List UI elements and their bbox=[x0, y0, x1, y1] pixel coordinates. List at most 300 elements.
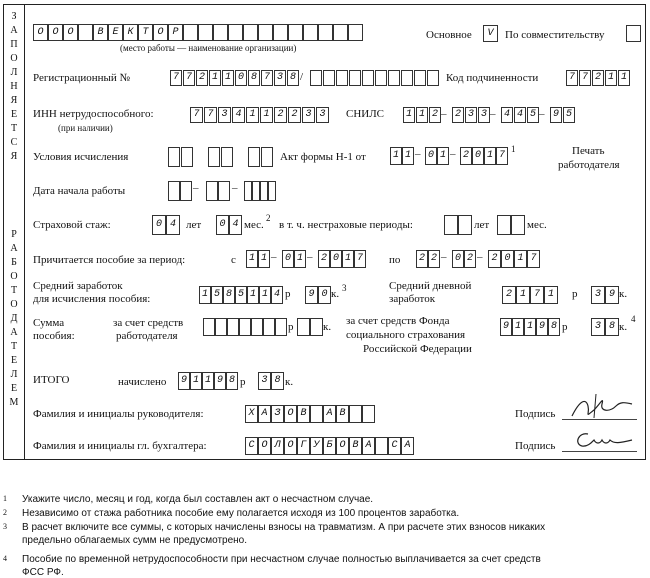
char-cell[interactable] bbox=[297, 318, 310, 336]
char-cell[interactable]: 2 bbox=[592, 70, 604, 86]
period-to-month[interactable] bbox=[452, 250, 476, 268]
total-kop[interactable] bbox=[258, 372, 284, 390]
char-cell[interactable] bbox=[511, 215, 525, 235]
char-cell[interactable] bbox=[310, 318, 323, 336]
date-dash: – bbox=[477, 251, 483, 263]
char-cell[interactable]: 1 bbox=[259, 286, 271, 304]
char-cell[interactable]: О bbox=[284, 437, 297, 455]
char-cell[interactable]: 1 bbox=[199, 286, 211, 304]
period-from-day[interactable] bbox=[246, 250, 270, 268]
char-cell[interactable]: 2 bbox=[464, 250, 476, 268]
sum-label-1: Сумма bbox=[33, 317, 65, 329]
char-cell[interactable]: 1 bbox=[246, 107, 259, 123]
char-cell[interactable] bbox=[268, 181, 276, 201]
char-cell[interactable] bbox=[243, 24, 258, 41]
char-cell[interactable]: С bbox=[388, 437, 401, 455]
char-cell[interactable]: 1 bbox=[544, 286, 558, 304]
act-footnote-mark: 1 bbox=[511, 144, 516, 154]
char-cell[interactable]: 1 bbox=[247, 286, 259, 304]
char-cell[interactable]: 1 bbox=[209, 70, 221, 86]
char-cell[interactable]: В bbox=[336, 405, 349, 423]
daily-rub-label: р bbox=[572, 288, 578, 300]
char-cell[interactable] bbox=[497, 215, 511, 235]
char-cell[interactable]: 0 bbox=[330, 250, 342, 268]
char-cell[interactable] bbox=[401, 70, 413, 86]
char-cell[interactable] bbox=[203, 318, 215, 336]
char-cell[interactable]: Г bbox=[297, 437, 310, 455]
char-cell[interactable] bbox=[181, 147, 193, 167]
char-cell[interactable]: 9 bbox=[550, 107, 562, 123]
char-cell[interactable] bbox=[251, 318, 263, 336]
start-year[interactable] bbox=[244, 181, 276, 201]
char-cell[interactable] bbox=[258, 24, 273, 41]
char-cell[interactable]: 0 bbox=[282, 250, 294, 268]
side-letter: Е bbox=[10, 109, 18, 120]
char-cell[interactable] bbox=[273, 24, 288, 41]
char-cell[interactable]: 1 bbox=[294, 250, 306, 268]
accrued-label: начислено bbox=[118, 376, 167, 388]
reg-number-label: Регистрационный № bbox=[33, 72, 131, 84]
snils-dash: – bbox=[539, 108, 545, 120]
char-cell[interactable] bbox=[336, 70, 348, 86]
char-cell[interactable]: 7 bbox=[530, 286, 544, 304]
char-cell[interactable] bbox=[215, 318, 227, 336]
char-cell[interactable]: 3 bbox=[302, 107, 315, 123]
char-cell[interactable]: 1 bbox=[402, 147, 414, 165]
char-cell[interactable]: 2 bbox=[196, 70, 208, 86]
char-cell[interactable] bbox=[362, 70, 374, 86]
char-cell[interactable]: Л bbox=[271, 437, 284, 455]
employer-kop[interactable] bbox=[297, 318, 323, 336]
char-cell[interactable]: 2 bbox=[416, 250, 428, 268]
char-cell[interactable]: 7 bbox=[579, 70, 591, 86]
stazh-years-label: лет bbox=[186, 219, 202, 231]
char-cell[interactable] bbox=[375, 70, 387, 86]
condition-code-3[interactable] bbox=[248, 147, 274, 167]
side-letter: Я bbox=[10, 95, 18, 106]
char-cell[interactable]: Е bbox=[108, 24, 123, 41]
char-cell[interactable] bbox=[198, 24, 213, 41]
char-cell[interactable]: 8 bbox=[226, 372, 238, 390]
char-cell[interactable]: 3 bbox=[478, 107, 490, 123]
nonins-years-label: лет bbox=[474, 219, 490, 231]
stamp-label-1: Печать bbox=[572, 145, 605, 157]
char-cell[interactable]: 3 bbox=[316, 107, 329, 123]
char-cell[interactable]: 9 bbox=[305, 286, 318, 304]
snils-group-1[interactable] bbox=[403, 107, 442, 123]
char-cell[interactable]: 2 bbox=[288, 107, 301, 123]
fund-kop[interactable] bbox=[591, 318, 619, 336]
char-cell[interactable]: 3 bbox=[465, 107, 477, 123]
char-cell[interactable]: 1 bbox=[416, 107, 428, 123]
date-dash: – bbox=[450, 148, 456, 160]
char-cell[interactable]: В bbox=[93, 24, 108, 41]
char-cell[interactable]: 2 bbox=[428, 250, 440, 268]
avg-kop-label: к. bbox=[331, 288, 340, 300]
char-cell[interactable] bbox=[218, 181, 230, 201]
date-dash: – bbox=[415, 148, 421, 160]
char-cell[interactable]: 1 bbox=[246, 250, 258, 268]
reg-slash: / bbox=[300, 71, 304, 83]
char-cell[interactable]: О bbox=[48, 24, 63, 41]
char-cell[interactable]: О bbox=[284, 405, 297, 423]
fund-label-3: Российской Федерации bbox=[363, 343, 472, 355]
char-cell[interactable]: 0 bbox=[452, 250, 464, 268]
total-label: ИТОГО bbox=[33, 374, 70, 386]
char-cell[interactable] bbox=[333, 24, 348, 41]
footnote-text: Независимо от стажа работника пособие ему полагается исходя из 100 процентов заработка. bbox=[22, 508, 460, 519]
char-cell[interactable] bbox=[414, 70, 426, 86]
char-cell[interactable]: 9 bbox=[500, 318, 512, 336]
snils-group-2[interactable] bbox=[452, 107, 491, 123]
char-cell[interactable]: 1 bbox=[390, 147, 402, 165]
side-letter: Б bbox=[11, 257, 17, 268]
side-letter: А bbox=[10, 25, 18, 36]
char-cell[interactable]: В bbox=[297, 405, 310, 423]
char-cell[interactable]: 7 bbox=[496, 147, 508, 165]
employer-rub[interactable] bbox=[203, 318, 287, 336]
char-cell[interactable]: А bbox=[258, 405, 271, 423]
char-cell[interactable]: 7 bbox=[204, 107, 217, 123]
char-cell[interactable] bbox=[323, 70, 335, 86]
char-cell[interactable] bbox=[206, 181, 218, 201]
nonins-years[interactable] bbox=[444, 215, 472, 235]
start-month[interactable] bbox=[206, 181, 230, 201]
char-cell[interactable] bbox=[444, 215, 458, 235]
char-cell[interactable]: Х bbox=[245, 405, 258, 423]
side-letter: А bbox=[10, 327, 18, 338]
char-cell[interactable] bbox=[261, 147, 273, 167]
char-cell[interactable]: 0 bbox=[235, 70, 247, 86]
char-cell[interactable]: 1 bbox=[403, 107, 415, 123]
side-letter: Р bbox=[11, 229, 17, 240]
char-cell[interactable]: 3 bbox=[274, 70, 286, 86]
char-cell[interactable]: 1 bbox=[512, 318, 524, 336]
char-cell[interactable]: 9 bbox=[178, 372, 190, 390]
side-letter: Д bbox=[10, 313, 18, 324]
char-cell[interactable]: 2 bbox=[460, 147, 472, 165]
char-cell[interactable]: Т bbox=[138, 24, 153, 41]
sub-code-cells[interactable] bbox=[566, 70, 631, 86]
char-cell[interactable]: 4 bbox=[514, 107, 526, 123]
char-cell[interactable] bbox=[288, 24, 303, 41]
char-cell[interactable]: 7 bbox=[261, 70, 273, 86]
fund-label-1: за счет средств Фонда bbox=[346, 315, 450, 327]
stazh-months[interactable] bbox=[216, 215, 242, 235]
period-from-label: с bbox=[231, 254, 236, 266]
char-cell[interactable]: 1 bbox=[260, 107, 273, 123]
char-cell[interactable]: 0 bbox=[425, 147, 437, 165]
side-letter: З bbox=[11, 11, 17, 22]
char-cell[interactable] bbox=[362, 405, 375, 423]
char-cell[interactable] bbox=[252, 181, 260, 201]
char-cell[interactable]: 2 bbox=[318, 250, 330, 268]
stazh-months-label: мес. bbox=[244, 219, 264, 231]
char-cell[interactable]: 2 bbox=[452, 107, 464, 123]
char-cell[interactable]: 4 bbox=[229, 215, 242, 235]
char-cell[interactable]: 1 bbox=[222, 70, 234, 86]
period-from-month[interactable] bbox=[282, 250, 306, 268]
char-cell[interactable] bbox=[244, 181, 252, 201]
char-cell[interactable] bbox=[349, 405, 362, 423]
char-cell[interactable]: 0 bbox=[501, 250, 514, 268]
char-cell[interactable]: 8 bbox=[605, 318, 619, 336]
char-cell[interactable]: 4 bbox=[166, 215, 180, 235]
char-cell[interactable] bbox=[208, 147, 220, 167]
char-cell[interactable]: 0 bbox=[152, 215, 166, 235]
char-cell[interactable] bbox=[180, 181, 192, 201]
accountant-name-cells[interactable] bbox=[245, 437, 414, 455]
char-cell[interactable] bbox=[310, 70, 322, 86]
org-caption: (место работы — наименование организации) bbox=[120, 43, 297, 53]
char-cell[interactable]: 0 bbox=[216, 215, 229, 235]
char-cell[interactable] bbox=[427, 70, 439, 86]
char-cell[interactable]: О bbox=[258, 437, 271, 455]
side-letter: Т bbox=[10, 123, 18, 134]
act-month[interactable] bbox=[425, 147, 449, 165]
char-cell[interactable]: 0 bbox=[472, 147, 484, 165]
employer-label-2: работодателя bbox=[116, 330, 178, 342]
char-cell[interactable]: 1 bbox=[514, 250, 527, 268]
main-job-checkbox[interactable] bbox=[483, 25, 499, 42]
period-label: Причитается пособие за период: bbox=[33, 254, 186, 266]
sub-code-label: Код подчиненности bbox=[446, 72, 539, 84]
char-cell[interactable] bbox=[263, 318, 275, 336]
employer-kop-label: к. bbox=[323, 321, 332, 333]
char-cell[interactable]: 4 bbox=[232, 107, 245, 123]
footnote-number: 2 bbox=[3, 508, 7, 517]
char-cell[interactable]: 1 bbox=[618, 70, 630, 86]
char-cell[interactable] bbox=[248, 147, 260, 167]
period-from-year[interactable] bbox=[318, 250, 366, 268]
char-cell[interactable]: 7 bbox=[527, 250, 540, 268]
char-cell[interactable]: 1 bbox=[484, 147, 496, 165]
char-cell[interactable]: А bbox=[362, 437, 375, 455]
char-cell[interactable]: 8 bbox=[287, 70, 299, 86]
char-cell[interactable]: 4 bbox=[271, 286, 283, 304]
char-cell[interactable]: 8 bbox=[548, 318, 560, 336]
char-cell[interactable] bbox=[168, 181, 180, 201]
head-signature bbox=[566, 392, 638, 422]
char-cell[interactable]: В bbox=[349, 437, 362, 455]
char-cell[interactable]: 5 bbox=[211, 286, 223, 304]
stamp-label-2: работодателя bbox=[558, 159, 620, 171]
footnote-number: 1 bbox=[3, 494, 7, 503]
char-cell[interactable]: 9 bbox=[214, 372, 226, 390]
daily-label-2: заработок bbox=[389, 293, 436, 305]
footnote-number: 4 bbox=[3, 554, 7, 563]
char-cell[interactable] bbox=[260, 181, 268, 201]
side-letter: Е bbox=[10, 355, 18, 366]
head-sign-label: Подпись bbox=[515, 408, 556, 420]
char-cell[interactable] bbox=[221, 147, 233, 167]
footnote-text: Укажите число, месяц и год, когда был составлен акт о несчастном случае. bbox=[22, 494, 374, 505]
char-cell[interactable]: 5 bbox=[527, 107, 539, 123]
char-cell[interactable] bbox=[303, 24, 318, 41]
char-cell[interactable] bbox=[228, 24, 243, 41]
char-cell[interactable]: 8 bbox=[271, 372, 284, 390]
char-cell[interactable]: 5 bbox=[563, 107, 575, 123]
footnote-number: 3 bbox=[3, 522, 7, 531]
avg-footnote-mark: 3 bbox=[342, 283, 347, 293]
char-cell[interactable] bbox=[78, 24, 93, 41]
char-cell[interactable]: 1 bbox=[516, 286, 530, 304]
char-cell[interactable]: 1 bbox=[342, 250, 354, 268]
avg-rub-label: р bbox=[285, 288, 291, 300]
inn-cells[interactable] bbox=[190, 107, 330, 123]
fund-rub[interactable] bbox=[500, 318, 560, 336]
snils-group-4[interactable] bbox=[550, 107, 576, 123]
act-year[interactable] bbox=[460, 147, 508, 165]
side-letter: О bbox=[10, 53, 18, 64]
side-letter: О bbox=[10, 299, 18, 310]
char-cell[interactable]: А bbox=[323, 405, 336, 423]
char-cell[interactable]: О bbox=[33, 24, 48, 41]
char-cell[interactable]: С bbox=[245, 437, 258, 455]
head-name-cells[interactable] bbox=[245, 405, 375, 423]
char-cell[interactable]: О bbox=[153, 24, 168, 41]
char-cell[interactable]: 5 bbox=[235, 286, 247, 304]
char-cell[interactable]: 2 bbox=[488, 250, 501, 268]
snils-group-3[interactable] bbox=[501, 107, 540, 123]
side-letter: Л bbox=[10, 369, 18, 380]
date-dash: – bbox=[193, 182, 199, 194]
footnote-text: предельно облагаемых сумм не предусмотрено. bbox=[22, 535, 248, 546]
char-cell[interactable]: 7 bbox=[190, 107, 203, 123]
avg-kop[interactable] bbox=[305, 286, 331, 304]
char-cell[interactable] bbox=[275, 318, 287, 336]
daily-kop[interactable] bbox=[591, 286, 619, 304]
total-kop-label: к. bbox=[285, 376, 294, 388]
act-day[interactable] bbox=[390, 147, 414, 165]
char-cell[interactable]: О bbox=[336, 437, 349, 455]
char-cell[interactable] bbox=[213, 24, 228, 41]
side-letter: Т bbox=[10, 285, 18, 296]
char-cell[interactable]: 9 bbox=[536, 318, 548, 336]
char-cell[interactable]: Б bbox=[323, 437, 336, 455]
stazh-footnote-mark: 2 bbox=[266, 213, 271, 223]
side-letter: Т bbox=[10, 341, 18, 352]
snils-dash: – bbox=[441, 108, 447, 120]
char-cell[interactable] bbox=[349, 70, 361, 86]
part-time-checkbox[interactable] bbox=[626, 25, 642, 42]
char-cell[interactable]: 1 bbox=[190, 372, 202, 390]
fund-footnote-mark: 4 bbox=[631, 314, 636, 324]
char-cell[interactable]: 7 bbox=[354, 250, 366, 268]
inn-note: (при наличии) bbox=[58, 123, 113, 133]
condition-code-1[interactable] bbox=[168, 147, 194, 167]
avg-rub[interactable] bbox=[199, 286, 283, 304]
org-name-cells[interactable] bbox=[33, 24, 363, 41]
char-cell[interactable] bbox=[375, 437, 388, 455]
char-cell[interactable]: А bbox=[401, 437, 414, 455]
daily-rub[interactable] bbox=[502, 286, 558, 304]
snils-dash: – bbox=[490, 108, 496, 120]
char-cell[interactable] bbox=[318, 24, 333, 41]
char-cell[interactable] bbox=[239, 318, 251, 336]
char-cell[interactable] bbox=[348, 24, 363, 41]
footnote-text: В расчет включите все суммы, с которых начислены взносы на травматизм. А при расчете этих взносов никаких bbox=[22, 522, 546, 533]
act-label: Акт формы Н-1 от bbox=[280, 151, 366, 163]
reg-number-cells[interactable] bbox=[170, 70, 300, 86]
side-letter: Н bbox=[10, 81, 18, 92]
char-cell[interactable]: 1 bbox=[258, 250, 270, 268]
char-cell[interactable]: 2 bbox=[429, 107, 441, 123]
char-cell[interactable]: 8 bbox=[223, 286, 235, 304]
char-cell[interactable]: 3 bbox=[591, 318, 605, 336]
char-cell[interactable]: 0 bbox=[318, 286, 331, 304]
footnote-text: ФСС РФ. bbox=[22, 567, 64, 578]
char-cell[interactable] bbox=[458, 215, 472, 235]
char-cell[interactable] bbox=[310, 405, 323, 423]
char-cell[interactable]: У bbox=[310, 437, 323, 455]
fund-rub-label: р bbox=[562, 321, 568, 333]
daily-label-1: Средний дневной bbox=[389, 280, 472, 292]
period-to-year[interactable] bbox=[488, 250, 540, 268]
nonins-label: в т. ч. нестраховые периоды: bbox=[279, 219, 413, 231]
char-cell[interactable]: 3 bbox=[591, 286, 605, 304]
side-letter: О bbox=[10, 271, 18, 282]
employer-label-1: за счет средств bbox=[113, 317, 184, 329]
side-letter: Л bbox=[10, 67, 18, 78]
accountant-label: Фамилия и инициалы гл. бухгалтера: bbox=[33, 440, 207, 452]
char-cell[interactable] bbox=[168, 147, 180, 167]
char-cell[interactable]: 1 bbox=[605, 70, 617, 86]
avg-label-2: для исчисления пособия: bbox=[33, 293, 151, 305]
nonins-months[interactable] bbox=[497, 215, 525, 235]
char-cell[interactable]: 9 bbox=[605, 286, 619, 304]
reg-extra-cells[interactable] bbox=[310, 70, 440, 86]
char-cell[interactable]: К bbox=[123, 24, 138, 41]
char-cell[interactable]: 1 bbox=[524, 318, 536, 336]
char-cell[interactable] bbox=[388, 70, 400, 86]
char-cell[interactable]: 4 bbox=[501, 107, 513, 123]
start-day[interactable] bbox=[168, 181, 192, 201]
accountant-sign-label: Подпись bbox=[515, 440, 556, 452]
date-dash: – bbox=[232, 182, 238, 194]
char-cell[interactable]: 3 bbox=[258, 372, 271, 390]
accountant-signature bbox=[572, 428, 636, 452]
char-cell[interactable]: 7 bbox=[170, 70, 182, 86]
char-cell[interactable]: З bbox=[271, 405, 284, 423]
char-cell[interactable] bbox=[227, 318, 239, 336]
char-cell[interactable]: О bbox=[63, 24, 78, 41]
condition-code-2[interactable] bbox=[208, 147, 234, 167]
char-cell[interactable]: 3 bbox=[218, 107, 231, 123]
char-cell[interactable]: V bbox=[483, 25, 498, 42]
footnote-text: Пособие по временной нетрудоспособности при несчастном случае полностью выплачивается за счет средств bbox=[22, 554, 541, 565]
char-cell[interactable] bbox=[626, 25, 641, 42]
stazh-years[interactable] bbox=[152, 215, 180, 235]
date-dash: – bbox=[307, 251, 313, 263]
side-letter: Я bbox=[10, 151, 18, 162]
char-cell[interactable]: 1 bbox=[437, 147, 449, 165]
char-cell[interactable]: 2 bbox=[502, 286, 516, 304]
char-cell[interactable]: 7 bbox=[183, 70, 195, 86]
side-letter: С bbox=[10, 137, 18, 148]
total-rub[interactable] bbox=[178, 372, 238, 390]
char-cell[interactable]: 1 bbox=[202, 372, 214, 390]
char-cell[interactable]: 7 bbox=[566, 70, 578, 86]
char-cell[interactable]: Р bbox=[168, 24, 183, 41]
period-to-day[interactable] bbox=[416, 250, 440, 268]
side-letter: М bbox=[9, 397, 19, 408]
char-cell[interactable]: 2 bbox=[274, 107, 287, 123]
side-letter: Е bbox=[10, 383, 18, 394]
char-cell[interactable] bbox=[183, 24, 198, 41]
head-label: Фамилия и инициалы руководителя: bbox=[33, 408, 204, 420]
char-cell[interactable]: 8 bbox=[248, 70, 260, 86]
